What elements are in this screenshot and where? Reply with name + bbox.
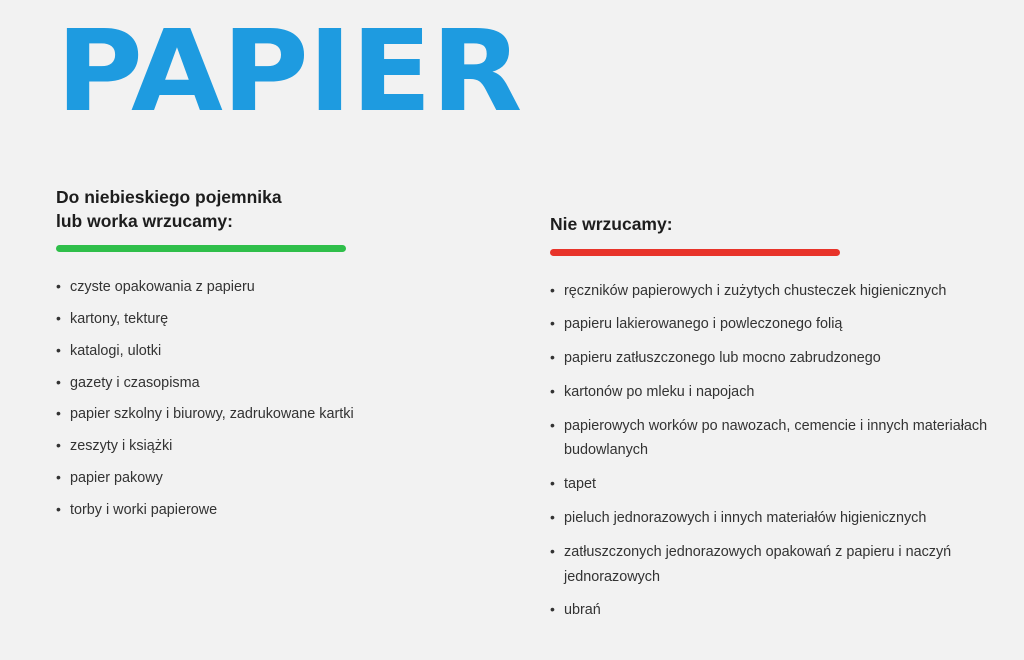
accepted-divider: [56, 245, 346, 252]
list-item: • papier pakowy: [56, 466, 496, 491]
list-item: • kartonów po mleku i napojach: [550, 380, 1010, 405]
rejected-heading: Nie wrzucamy:: [550, 214, 673, 234]
list-item: • papieru zatłuszczonego lub mocno zabrudzonego: [550, 346, 1010, 371]
list-item: • kartony, tekturę: [56, 307, 496, 332]
list-item: • ubrań: [550, 598, 1010, 623]
list-item: • papierowych worków po nawozach, cemencie i innych materiałach budowlanych: [550, 414, 1010, 464]
list-item: • papier szkolny i biurowy, zadrukowane kartki: [56, 402, 496, 427]
accepted-heading-line2: lub worka wrzucamy:: [56, 210, 233, 231]
list-item: • ręczników papierowych i zużytych chusteczek higienicznych: [550, 279, 1010, 304]
list-item: • papieru lakierowanego i powleczonego folią: [550, 312, 1010, 337]
rejected-divider: [550, 249, 840, 256]
list-item: • gazety i czasopisma: [56, 371, 496, 396]
accepted-heading: [56, 186, 496, 233]
accepted-heading-line1: Do niebieskiego pojemnika: [56, 187, 282, 207]
list-item: • tapet: [550, 472, 1010, 497]
rejected-items-column: [550, 186, 1010, 632]
list-item: • zatłuszczonych jednorazowych opakowań z papieru i naczyń jednorazowych: [550, 540, 1010, 590]
list-item: • czyste opakowania z papieru: [56, 275, 496, 300]
rejected-items-list: [550, 279, 1010, 623]
list-item: • torby i worki papierowe: [56, 498, 496, 523]
page-title: PAPIER: [56, 7, 522, 137]
accepted-items-list: [56, 275, 496, 522]
list-item: • katalogi, ulotki: [56, 339, 496, 364]
list-item: • pieluch jednorazowych i innych materiałów higienicznych: [550, 506, 1010, 531]
accepted-items-column: [56, 186, 496, 529]
list-item: • zeszyty i książki: [56, 434, 496, 459]
